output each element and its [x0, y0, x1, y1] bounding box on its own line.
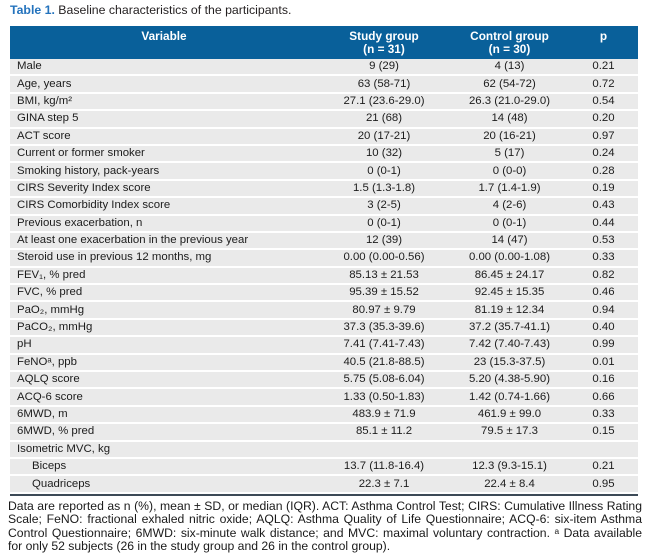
row-control-value: 4 (2-6)	[450, 198, 569, 215]
row-control-value: 0 (0-1)	[450, 216, 569, 233]
row-study-value: 13.7 (11.8-16.4)	[318, 459, 450, 476]
study-group-n: (n = 31)	[363, 41, 405, 56]
row-variable-label: Quadriceps	[10, 476, 318, 493]
row-study-value: 22.3 ± 7.1	[318, 476, 450, 493]
row-control-value: 92.45 ± 15.35	[450, 285, 569, 302]
row-p-value: 0.40	[569, 320, 638, 337]
row-study-value: 37.3 (35.3-39.6)	[318, 320, 450, 337]
row-variable-label: FVC, % pred	[10, 285, 318, 302]
row-variable-label: PaCO₂, mmHg	[10, 320, 318, 337]
row-p-value: 0.72	[569, 76, 638, 93]
row-p-value: 0.21	[569, 459, 638, 476]
row-variable-label: Isometric MVC, kg	[10, 442, 318, 459]
row-control-value: 0.00 (0.00-1.08)	[450, 250, 569, 267]
row-variable-label: 6MWD, m	[10, 407, 318, 424]
row-variable-label: Steroid use in previous 12 months, mg	[10, 250, 318, 267]
table-row	[10, 250, 638, 267]
row-variable-label: Smoking history, pack-years	[10, 163, 318, 180]
row-control-value: 20 (16-21)	[450, 129, 569, 146]
table-header-row	[10, 26, 638, 59]
row-control-value: 4 (13)	[450, 59, 569, 76]
row-control-value: 461.9 ± 99.0	[450, 407, 569, 424]
row-p-value: 0.54	[569, 94, 638, 111]
row-control-value: 5.20 (4.38-5.90)	[450, 372, 569, 389]
row-variable-label: ACQ-6 score	[10, 389, 318, 406]
row-study-value: 27.1 (23.6-29.0)	[318, 94, 450, 111]
table-row	[10, 476, 638, 493]
row-control-value: 5 (17)	[450, 146, 569, 163]
table-caption	[10, 3, 639, 17]
row-study-value: 80.97 ± 9.79	[318, 302, 450, 319]
row-variable-label: CIRS Comorbidity Index score	[10, 198, 318, 215]
row-study-value: 40.5 (21.8-88.5)	[318, 355, 450, 372]
table-caption-text: Baseline characteristics of the participants.	[54, 3, 292, 17]
row-p-value: 0.24	[569, 146, 638, 163]
table-row	[10, 76, 638, 93]
row-study-value: 1.33 (0.50-1.83)	[318, 389, 450, 406]
row-variable-label: At least one exacerbation in the previous year	[10, 233, 318, 250]
row-p-value: 0.33	[569, 407, 638, 424]
row-study-value: 12 (39)	[318, 233, 450, 250]
row-variable-label: Current or former smoker	[10, 146, 318, 163]
row-study-value: 1.5 (1.3-1.8)	[318, 181, 450, 198]
row-control-value	[450, 442, 569, 459]
table-row	[10, 337, 638, 354]
row-p-value: 0.95	[569, 476, 638, 493]
table-body	[10, 59, 638, 494]
table-row	[10, 111, 638, 128]
row-p-value: 0.94	[569, 302, 638, 319]
table-row	[10, 459, 638, 476]
row-p-value: 0.01	[569, 355, 638, 372]
row-study-value: 21 (68)	[318, 111, 450, 128]
row-p-value: 0.53	[569, 233, 638, 250]
table-row	[10, 372, 638, 389]
row-control-value: 14 (48)	[450, 111, 569, 128]
baseline-characteristics-table	[10, 26, 638, 496]
table-row	[10, 146, 638, 163]
row-control-value: 86.45 ± 24.17	[450, 268, 569, 285]
column-header-p-value	[569, 26, 638, 59]
p-value-label: p	[599, 29, 608, 43]
row-p-value: 0.43	[569, 198, 638, 215]
row-study-value: 63 (58-71)	[318, 76, 450, 93]
table-header	[10, 26, 638, 59]
row-p-value: 0.82	[569, 268, 638, 285]
row-study-value: 5.75 (5.08-6.04)	[318, 372, 450, 389]
row-variable-label: 6MWD, % pred	[10, 424, 318, 441]
table-row	[10, 181, 638, 198]
row-control-value: 7.42 (7.40-7.43)	[450, 337, 569, 354]
row-p-value: 0.16	[569, 372, 638, 389]
row-p-value: 0.33	[569, 250, 638, 267]
row-control-value: 14 (47)	[450, 233, 569, 250]
control-group-n: (n = 30)	[488, 41, 531, 56]
table-row	[10, 407, 638, 424]
row-p-value: 0.46	[569, 285, 638, 302]
table-row	[10, 302, 638, 319]
table-row	[10, 198, 638, 215]
row-study-value: 0 (0-1)	[318, 216, 450, 233]
row-study-value: 483.9 ± 71.9	[318, 407, 450, 424]
row-variable-label: Previous exacerbation, n	[10, 216, 318, 233]
row-p-value: 0.44	[569, 216, 638, 233]
row-p-value: 0.19	[569, 181, 638, 198]
row-control-value: 22.4 ± 8.4	[450, 476, 569, 493]
row-control-value: 0 (0-0)	[450, 163, 569, 180]
row-variable-label: ACT score	[10, 129, 318, 146]
row-p-value: 0.97	[569, 129, 638, 146]
row-control-value: 81.19 ± 12.34	[450, 302, 569, 319]
table-caption-label: Table 1.	[10, 3, 55, 17]
table-row	[10, 129, 638, 146]
column-header-control-group	[450, 26, 569, 59]
row-variable-label: AQLQ score	[10, 372, 318, 389]
table-row	[10, 163, 638, 180]
row-variable-label: Male	[10, 59, 318, 76]
control-group-label: Control group	[470, 29, 549, 43]
row-p-value: 0.66	[569, 389, 638, 406]
row-study-value: 95.39 ± 15.52	[318, 285, 450, 302]
row-variable-label: PaO₂, mmHg	[10, 302, 318, 319]
table-row	[10, 424, 638, 441]
column-header-variable-label: Variable	[141, 29, 187, 43]
row-study-value: 0 (0-1)	[318, 163, 450, 180]
row-control-value: 23 (15.3-37.5)	[450, 355, 569, 372]
table-row	[10, 94, 638, 111]
table-row	[10, 355, 638, 372]
row-control-value: 1.42 (0.74-1.66)	[450, 389, 569, 406]
row-control-value: 26.3 (21.0-29.0)	[450, 94, 569, 111]
table-footnote: Data are reported as n (%), mean ± SD, or median (IQR). ACT: Asthma Control Test; CIRS: Cumulative Illness Rating Scale; FeNO: fractional exhaled nitric oxide; AQLQ: Asthma Quality of Life Questionnaire; ACQ-6: six-item Asthma Control Questionnaire; 6MWD: six-minute walk distance; and MVC: maximal voluntary contraction. ᵃ Data available for only 52 subjects (26 in the study group and 26 in the control group).	[8, 498, 642, 553]
row-study-value: 3 (2-5)	[318, 198, 450, 215]
table-row	[10, 216, 638, 233]
row-p-value: 0.99	[569, 337, 638, 354]
row-study-value: 20 (17-21)	[318, 129, 450, 146]
row-study-value: 7.41 (7.41-7.43)	[318, 337, 450, 354]
row-control-value: 12.3 (9.3-15.1)	[450, 459, 569, 476]
table-row	[10, 442, 638, 459]
table-row	[10, 59, 638, 76]
study-group-label: Study group	[349, 29, 419, 43]
row-variable-label: Biceps	[10, 459, 318, 476]
row-variable-label: CIRS Severity Index score	[10, 181, 318, 198]
table-row	[10, 320, 638, 337]
row-p-value: 0.15	[569, 424, 638, 441]
row-p-value	[569, 442, 638, 459]
row-p-value: 0.21	[569, 59, 638, 76]
table-row	[10, 233, 638, 250]
column-header-study-group	[318, 26, 450, 59]
row-control-value: 1.7 (1.4-1.9)	[450, 181, 569, 198]
row-study-value: 9 (29)	[318, 59, 450, 76]
row-study-value: 85.1 ± 11.2	[318, 424, 450, 441]
row-control-value: 37.2 (35.7-41.1)	[450, 320, 569, 337]
row-control-value: 79.5 ± 17.3	[450, 424, 569, 441]
table-row	[10, 389, 638, 406]
row-variable-label: Age, years	[10, 76, 318, 93]
row-study-value	[318, 442, 450, 459]
row-study-value: 10 (32)	[318, 146, 450, 163]
row-variable-label: pH	[10, 337, 318, 354]
row-p-value: 0.20	[569, 111, 638, 128]
row-study-value: 0.00 (0.00-0.56)	[318, 250, 450, 267]
column-header-variable	[10, 26, 318, 59]
row-variable-label: GINA step 5	[10, 111, 318, 128]
row-p-value: 0.28	[569, 163, 638, 180]
row-variable-label: BMI, kg/m²	[10, 94, 318, 111]
row-variable-label: FEV₁, % pred	[10, 268, 318, 285]
row-variable-label: FeNOᵃ, ppb	[10, 355, 318, 372]
row-study-value: 85.13 ± 21.53	[318, 268, 450, 285]
table-row	[10, 285, 638, 302]
table-row	[10, 268, 638, 285]
row-control-value: 62 (54-72)	[450, 76, 569, 93]
